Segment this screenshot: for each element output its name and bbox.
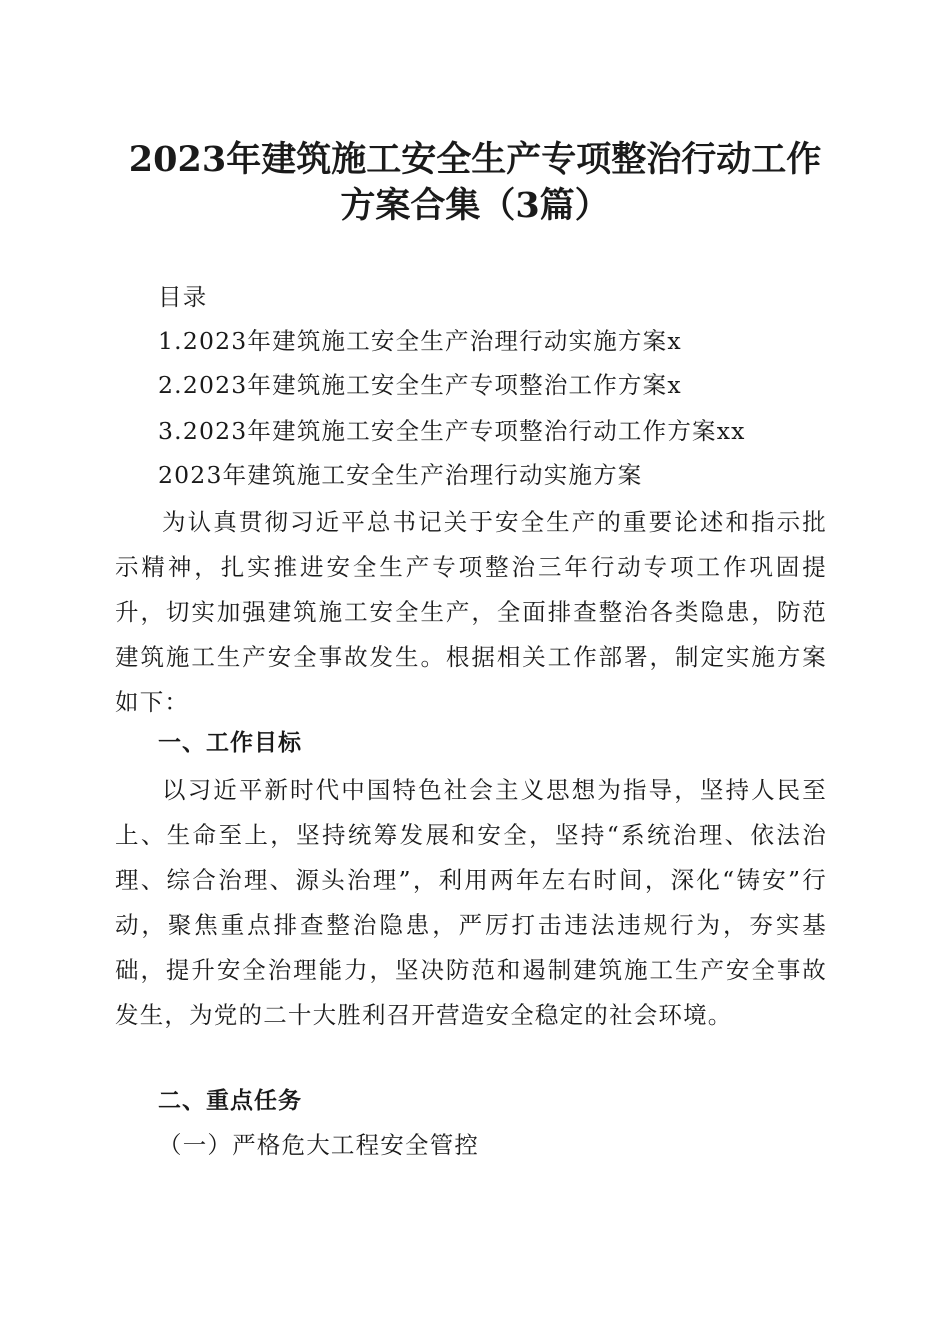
document-title-line-1: 2023年建筑施工安全生产专项整治行动工作 [128, 139, 822, 180]
toc-item-2: 2.2023年建筑施工安全生产专项整治工作方案x [158, 371, 682, 399]
document-title-line-2: 方案合集（3篇） [340, 185, 610, 226]
subheading-hazard-control: （一）严格危大工程安全管控 [158, 1131, 480, 1159]
toc-item-1: 1.2023年建筑施工安全生产治理行动实施方案x [158, 327, 682, 355]
toc-item-3: 3.2023年建筑施工安全生产专项整治行动工作方案xx [158, 417, 746, 445]
heading-key-tasks: 二、重点任务 [158, 1088, 302, 1114]
intro-paragraph: 为认真贯彻习近平总书记关于安全生产的重要论述和指示批示精神，扎实推进安全生产专项整治三年行动专项工作巩固提升，切实加强建筑施工安全生产，全面排查整治各类隐患，防范建筑施工生产安全事故发生。根据相关工作部署，制定实施方案如下： [115, 508, 827, 716]
heading-work-goals: 一、工作目标 [158, 730, 302, 756]
goal-paragraph: 以习近平新时代中国特色社会主义思想为指导，坚持人民至上、生命至上，坚持统筹发展和安全，坚持“系统治理、依法治理、综合治理、源头治理”，利用两年左右时间，深化“铸安”行动，聚焦重点排查整治隐患，严厉打击违法违规行为，夯实基础，提升安全治理能力，坚决防范和遏制建筑施工生产安全事故发生，为党的二十大胜利召开营造安全稳定的社会环境。 [115, 776, 827, 1029]
section-title: 2023年建筑施工安全生产治理行动实施方案 [158, 461, 643, 489]
toc-label: 目录 [158, 283, 208, 311]
